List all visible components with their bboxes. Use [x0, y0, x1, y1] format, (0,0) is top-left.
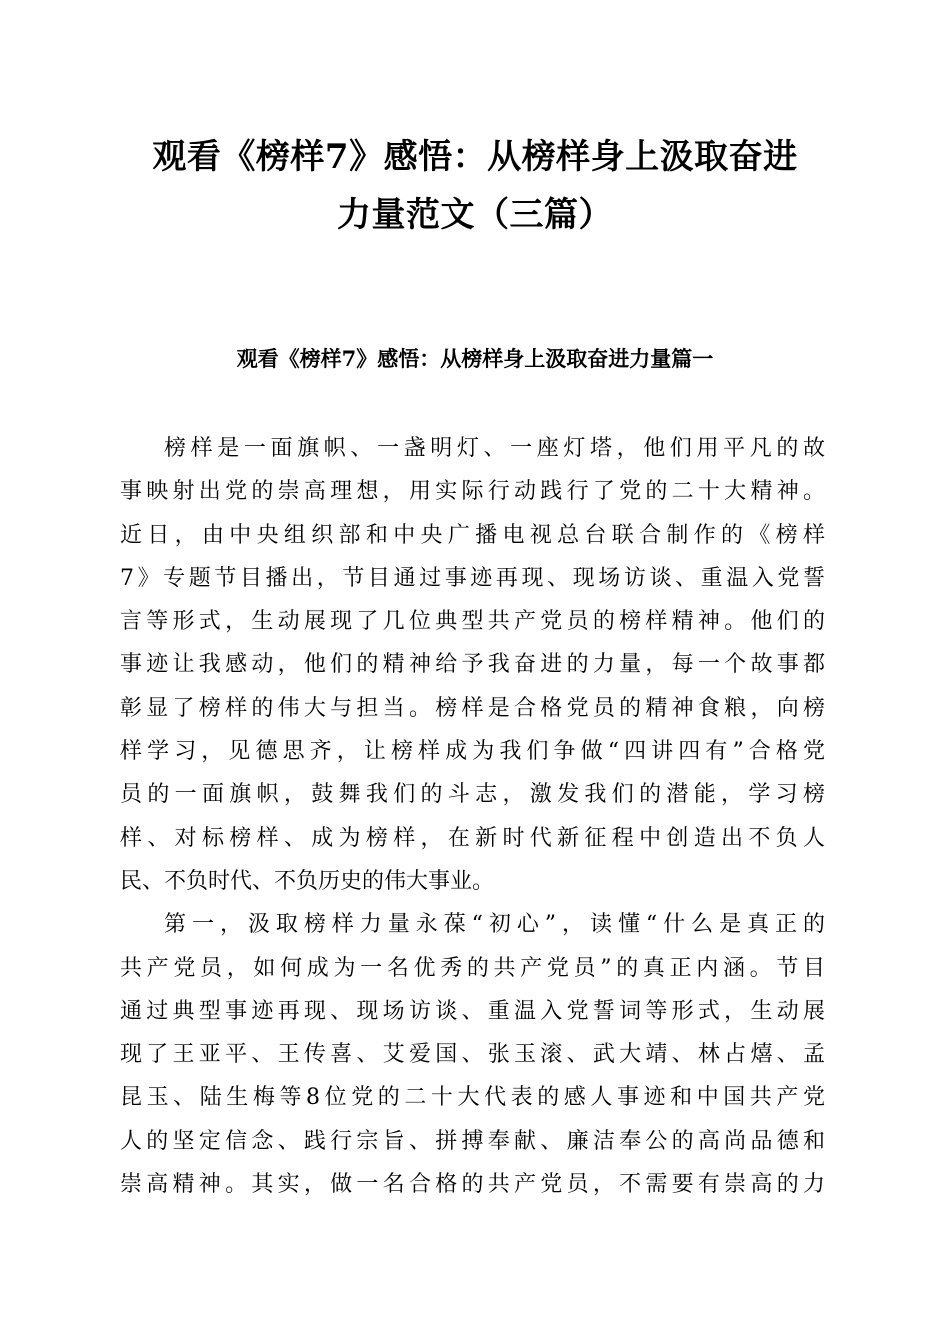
text-line: 彰显了榜样的伟大与担当。榜样是合格党员的精神食粮，向榜: [120, 695, 825, 721]
text-line: 崇高精神。其实，做一名合格的共产党员，不需要有崇高的力: [120, 1172, 825, 1198]
text-line: 样学习，见德思齐，让榜样成为我们争做“四讲四有”合格党: [120, 739, 825, 765]
text-line: 近日，由中央组织部和中央广播电视总台联合制作的《榜样: [120, 522, 825, 548]
text-line: 事映射出党的崇高理想，用实际行动践行了党的二十大精神。: [120, 479, 825, 505]
text-line: 样、对标榜样、成为榜样，在新时代新征程中创造出不负人: [120, 825, 825, 851]
paragraph-1: [120, 427, 825, 903]
text-line: 事迹让我感动，他们的精神给予我奋进的力量，每一个故事都: [120, 652, 825, 678]
document-title-line-2: 力量范文（三篇）: [337, 195, 613, 235]
document-body: [120, 427, 825, 1206]
text-line: 共产党员，如何成为一名优秀的共产党员”的真正内涵。节目: [120, 955, 825, 981]
text-line: 人的坚定信念、践行宗旨、拼搏奉献、廉洁奉公的高尚品德和: [120, 1128, 825, 1154]
paragraph-2: [120, 903, 825, 1206]
text-line: 通过典型事迹再现、现场访谈、重温入党誓词等形式，生动展: [120, 998, 825, 1024]
text-line: 榜样是一面旗帜、一盏明灯、一座灯塔，他们用平凡的故: [164, 436, 825, 461]
text-line: 现了王亚平、王传喜、艾爱国、张玉滚、武大靖、林占熺、孟: [120, 1042, 825, 1068]
text-line: 第一，汲取榜样力量永葆“初心”，读懂“什么是真正的: [164, 912, 825, 938]
text-line: 员的一面旗帜，鼓舞我们的斗志，激发我们的潜能，学习榜: [120, 782, 825, 808]
document-title-line-1: 观看《榜样7》感悟：从榜样身上汲取奋进: [152, 137, 798, 177]
text-line: 言等形式，生动展现了几位典型共产党员的榜样精神。他们的: [120, 609, 825, 635]
text-line: 昆玉、陆生梅等8位党的二十大代表的感人事迹和中国共产党: [120, 1085, 825, 1111]
text-line: 7》专题节目播出，节目通过事迹再现、现场访谈、重温入党誓: [120, 565, 825, 591]
text-line: 民、不负时代、不负历史的伟大事业。: [120, 868, 495, 894]
section-title: 观看《榜样7》感悟：从榜样身上汲取奋进力量篇一: [236, 346, 714, 371]
